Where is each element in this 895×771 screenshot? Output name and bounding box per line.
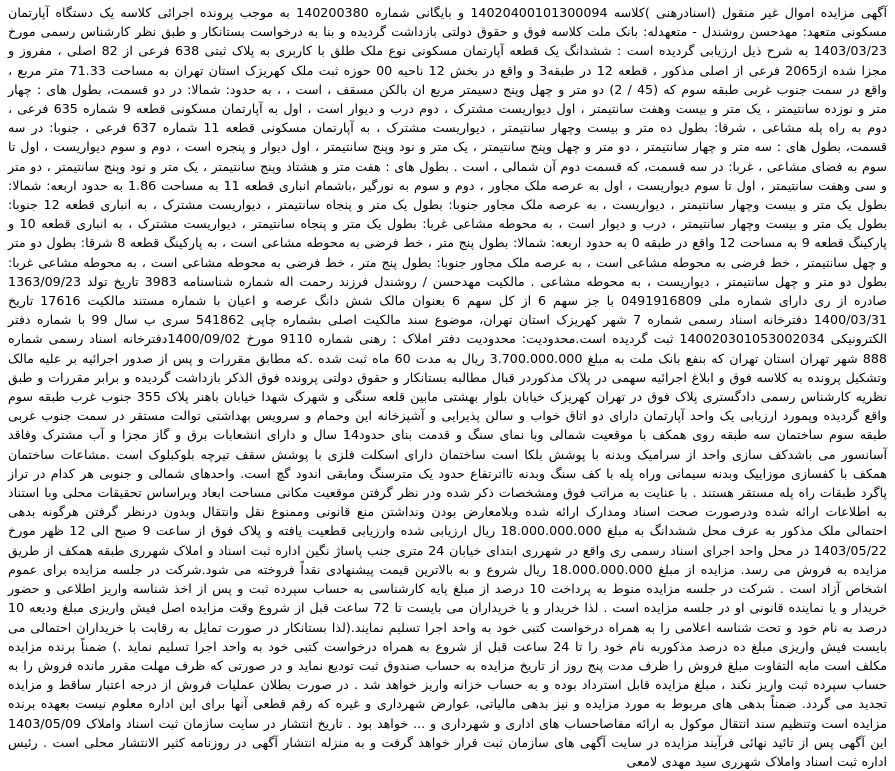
auction-notice-text: آگهی مزایده اموال غیر منقول (اسنادرهنی )کلاسه 14020400101300094 و بایگانی شماره 140200380 به موجب پرونده اجرائی کلاسه یک دستگاه آپارتمان مسکونی متعهد: مهدحسن روشندل - متعهدله: بانک ملت کلاسه فوق و حقوق دولتی بازداشت گردیده و بنا به درخواست بستانکار و طبق نظر کارشناس رسمی مورخ 1403/03/23 به شرح ذیل ارزیابی گردیده است : ششدانگ یک قطعه آپارتمان مسکونی نوع ملک طلق با کاربری به پلاک ثبتی 638 فرعی از 82 اصلی ، مفروز و مجزا شده از2065 فرعی از اصلی مذکور ، قطعه 12 در طبقه3 و واقع در بخش 12 ناحیه 00 حوزه ثبت ملک کهریزک استان تهران به مساحت 71.33 متر مربع ، واقع در سمت جنوب غربی طبقه سوم که (45 / 2) دو متر و چهل وپنج دسیمتر مربع ان بالکن مسقف ، است ، ، به حدود: شمالا: در دو قسمت، بطول های : چهار متر و نوزده سانتیمتر ، یک متر و بیست وهفت سانتیمتر ، اول دیواریست مشترک ، دوم درب و دیوار است ، اول به آپارتمان مسکونی قطعه 9 شماره 635 فرعی ، دوم به راه پله مشاعی ، شرقا: بطول ده متر و بیست وچهار سانتیمتر ، دیواریست مشترک ، به آپارتمان مسکونی قطعه 11 شماره 637 فرعی ، جنوبا: در سه قسمت، بطول های : سه متر و چهار سانتیمتر ، دو متر و چهل وپنج سانتیمتر ، یک متر و نود وپنج سانتیمتر ، اول دیوار و پنجره است ، دوم و سوم دیواریست ، اول تا سوم به فضای مشاعی ، غربا: در سه قسمت، که قسمت دوم آن شمالی ، است . بطول های : هفت متر و هشتاد وپنج سانتیمتر ، یک متر و نود وپنج سانتیمتر ، دو متر و سی وهفت سانتیمتر ، اول تا سوم دیواریست ، اول به عرصه ملک مجاور ، دوم و سوم به نورگیر ،باشمام انباری قطعه 11 به مساحت 1.86 به حدود اربعه: شمالا: بطول یک متر و بیست وچهار سانتیمتر ، دیواریست ، به عرصه ملک مجاور جنوبا: بطول یک متر و پنجاه سانتیمتر ، دیواریست مشترک ، به انباری قطعه 12 جنوبا: بطول یک متر و بیست وچهار سانتیمتر ، درب و دیوار است ، به محوطه مشاعی غربا: بطول یک متر و پنجاه سانتیمتر ، دیواریست مشترک ، به انباری قطعه 10 و پارکینگ قطعه 9 به مساحت 12 واقع در طبقه 0 به حدود اربعه: شمالا: بطول پنج متر ، خط فرضی به محوطه مشاعی است ، به پارکینگ قطعه 8 شرقا: بطول دو متر و چهل سانتیمتر ، خط فرضی به محوطه مشاعی است ، به عرصه ملک مجاور جنوبا: بطول پنج متر ، خط فرضی به محوطه مشاعی است ، به محوطه مشاعی غربا: بطول دو متر و چهل سانتیمتر ، دیواریست ، به محوطه مشاعی . مالکیت مهدحسن / روشندل فرزند رحمت اله شماره شناسنامه 3983 تاریخ تولد 1363/09/23 صادره از ری دارای شماره ملی 0491916809 با جز سهم 6 از کل سهم 6 بعنوان مالک شش دانگ عرصه و اعیان با شماره مستند مالکیت 17616 تاریخ 1400/03/31 دفترخانه اسناد رسمی شماره 7 شهر کهریزک استان تهران، موضوع سند مالکیت اصلی بشماره چاپی 541862 سری ب سال 99 با شماره دفتر الکترونیکی 140020301053002034 ثبت گردیده است.محدودیت: محدودیت دفتر املاک : رهنی شماره 9110 مورخ 1400/09/02دفترخانه اسناد رسمی شماره 888 شهر تهران استان تهران که بنفع بانک ملت به مبلغ 3.700.000.000 ریال به مدت 60 ماه ثبت شده .که مطابق مقررات و پس از صدور اجرائیه بر علیه مالک وتشکیل پرونده به کلاسه فوق و ابلاغ اجرائیه سهمی در پلاک مذکوردر قبال مطالبه بستانکار و حقوق دولتی پرونده فوق الذکر بازداشت گردیده و برابر مقررات و طبق نظریه کارشناس رسمی دادگستری پلاک فوق در تهران کهریزک خیابان بلوار بهشتی مابین قلعه سنگی و شهرک شهدا خیابان باهنر پلاک 355 جنوب غرب طبقه سوم واقع گردیده وپمورد ارزیابی یک واحد آپارتمان دارای دو اتاق خواب و سالن پذیرایی و آشپزخانه این وحمام و سرویس بهداشتی توالت مستقر در سمت جنوب غربی طبقه سوم ساختمان سه طبقه روی همکف با موقعیت شمالی وبا نمای سنگ و قدمت بنای حدود14 سال و دارای انشعابات برق و گاز مجزا و آب مشترک وفاقد آسانسور می باشدکف سازی واحد از سرامیک وبدنه با پوشش بلکا است ساختمان دارای اسکلت فلزی با پوشش سقف تیرچه بلوکبلوک است .مشاعات ساختمان همکف با کفسازی موزاییک وبدنه سیمانی وراه پله با کف سنگ وبدنه تااترتفاع حدود یک مترسنگ ومابقی اندود گچ است. واحدهای شمالی و جنوبی هر کدام در تراز پاگرد طبقات راه پله مستقر هستند . با عنایت به مراتب فوق ومشخصات ذکر شده ودر نظر گرفتن موقعیت مکانی مساحت ابعاد وبراساس تحقیقات محلی وبا استناد به اطلاعات ارائه شده ودرصورت صحت اسناد ومدارک ارائه شده وبلامعارض بودن ونداشتن منع قانونی وممنوع نقل وانتقال وبدون درنظر گرفتن هرگونه بدهی احتمالی ملک مذکور به عرف محل ششدانگ به مبلغ 18.000.000.000 ریال ارزیابی شده وارزیابی قطعیت یافته و پلاک فوق از ساعت 9 صبح الی 12 ظهر مورخ 1403/05/22 در محل واحد اجرای اسناد رسمی ری واقع در شهرری ابتدای خیابان 24 متری جنب پاساژ نگین اداره ثبت اسناد و املاک شهرری طبقه همکف از طریق مزایده به فروش می رسد. مزایده از مبلغ 18.000.000.000 ریال شروع و به بالاترین قیمت پیشنهادی نقداً فروخته می شود.شرکت در جلسه مزایده برای عموم اشخاص آزاد است . شرکت در جلسه مزایده منوط به پرداخت 10 درصد از مبلغ پایه کارشناسی به حساب سپرده ثبت و پس از اخذ شناسه واریز اطلاعی و حضور خریدار و یا نماینده قانونی او در جلسه مزایده است . لذا خریدار و یا خریداران می بایست تا 72 ساعت قبل از شروع وقت مزایده اصل فیش واریزی مبلغ ودیعه 10 درصد به نام خود و تحت شناسه اعلامی را به همراه درخواست کتبی خود به واحد اجرا تسلیم نمایند.(لذا بستانکار در صورت تمایل به رقابت با خریداران احتمالی می بایست فیش واریزی مبلغ ده درصد مذکوربه نام خود را تا 24 ساعت قبل از شروع به همراه درخواست کتبی خود به واحد اجرا تسلیم نماید .) ضمناً برنده مزایده مکلف است مابه التفاوت مبلغ فروش را ظرف مدت پنج روز از تاریخ مزایده به حساب صندوق ثبت تودیع نماید و در صورتی که ظرف مهلت مقرر مانده فروش را به حساب سپرده ثبت واریز نکند ، مبلغ مزایده قابل استرداد بوده و به حساب خزانه واریز خواهد شد . در صورت بطلان عملیات فروش از درجه اعتبار ساقط و مزایده تجدید می گردد. ضمناً بدهی های مربوط به مورد مزایده و نیز بدهی مالیاتی، عوارض شهرداری و غیره که رقم قطعی آنها برای این اداره معلوم نیست بعهده برنده مزایده است وتنظیم سند انتقال موکول به ارائه مفاصاحساب های اداری و شهرداری و ... خواهد بود . تاریخ انتشار در سایت سازمان ثبت اسناد واملاک 1403/05/09 این آگهی پس از تائید نهائی فرآیند مزایده در سایت آگهی های سازمان ثبت قرار خواهد گرفت و به منزله انتشار آگهی در روزنامه کثیر الانتشار محلی است . رئیس اداره ثبت اسناد واملاک شهرری سید مهدی لامعی xyxy=(8,5,888,769)
